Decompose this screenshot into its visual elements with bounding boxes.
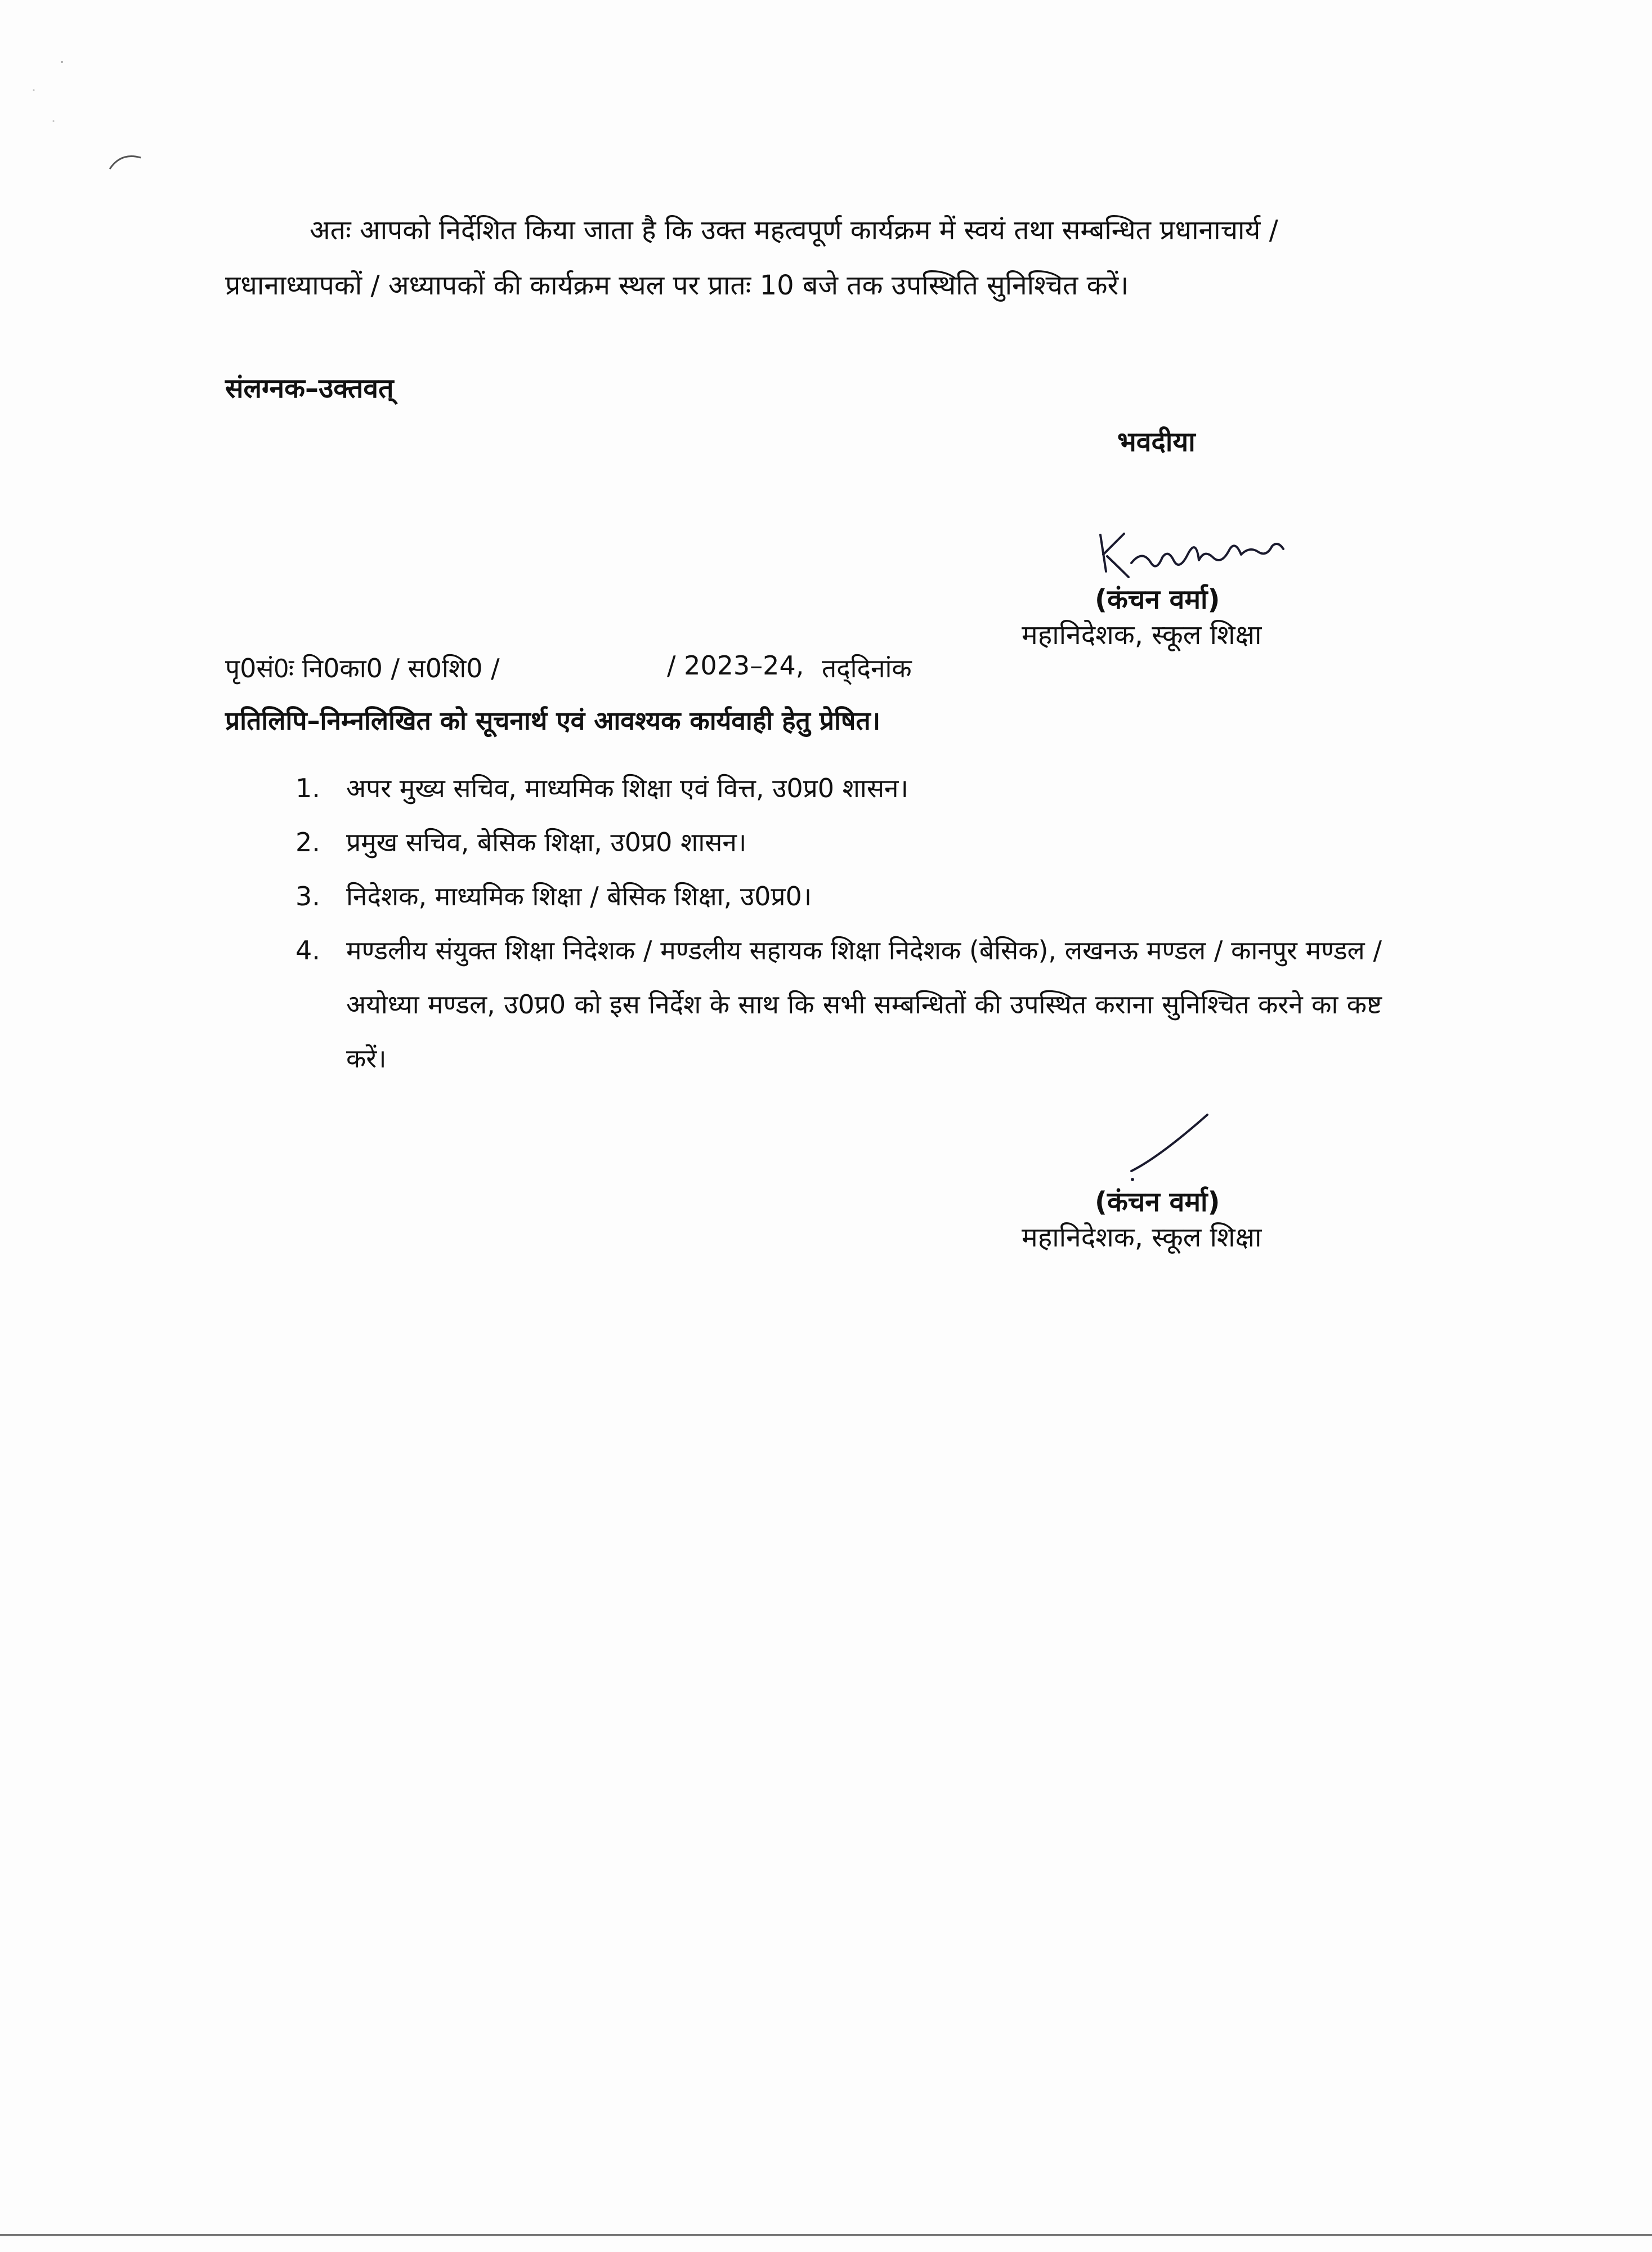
signatory-2-name: (कंचन वर्मा) bbox=[1095, 1186, 1220, 1218]
list-item-number: 1. bbox=[296, 773, 320, 803]
scan-edge-line bbox=[0, 2234, 1652, 2236]
list-item-text: प्रमुख सचिव, बेसिक शिक्षा, उ0प्र0 शासन। bbox=[346, 827, 747, 857]
copy-recipient-list bbox=[296, 761, 1382, 1085]
signatory-2-designation: महानिदेशक, स्कूल शिक्षा bbox=[1022, 1222, 1262, 1253]
list-item-text: निदेशक, माध्यमिक शिक्षा / बेसिक शिक्षा, उ0प्र0। bbox=[346, 881, 812, 911]
signatory-1-designation: महानिदेशक, स्कूल शिक्षा bbox=[1022, 619, 1262, 651]
list-item-number: 3. bbox=[296, 881, 320, 911]
signatory-1-name: (कंचन वर्मा) bbox=[1095, 584, 1220, 615]
list-item bbox=[296, 761, 1382, 815]
closing-salutation: भवदीया bbox=[1117, 426, 1196, 458]
list-item-text: मण्डलीय संयुक्त शिक्षा निदेशक / मण्डलीय सहायक शिक्षा निदेशक (बेसिक), लखनऊ मण्डल / कानपुर मण्डल / अयोध्या मण्डल, उ0प्र0 को इस निर्देश के साथ कि सभी सम्बन्धितों की उपस्थित कराना सुनिश्चित करने का कष्ट करें। bbox=[346, 935, 1382, 1074]
signature-1 bbox=[1089, 524, 1303, 586]
reference-number-suffix: / 2023–24, bbox=[667, 650, 804, 681]
enclosure-label: संलग्नक–उक्तवत् bbox=[225, 373, 394, 404]
reference-number-row bbox=[225, 650, 1013, 684]
body-paragraph bbox=[225, 203, 1373, 313]
list-item-number: 2. bbox=[296, 827, 320, 857]
reference-date: तद्‌दिनांक bbox=[822, 653, 912, 683]
list-item-number: 4. bbox=[296, 935, 320, 966]
copy-heading: प्रतिलिपि–निम्नलिखित को सूचनार्थ एवं आवश्यक कार्यवाही हेतु प्रेषित। bbox=[225, 705, 881, 736]
scan-artifact bbox=[0, 0, 225, 180]
list-item-text: अपर मुख्य सचिव, माध्यमिक शिक्षा एवं वित्त, उ0प्र0 शासन। bbox=[346, 773, 908, 803]
list-item bbox=[296, 923, 1382, 1085]
list-item bbox=[296, 815, 1382, 869]
list-item bbox=[296, 869, 1382, 923]
signature-2 bbox=[1120, 1103, 1233, 1188]
reference-number-prefix: पृ0सं0ः नि0का0 / स0शि0 / bbox=[225, 653, 500, 683]
body-paragraph-text: अतः आपको निर्देशित किया जाता है कि उक्त महत्वपूर्ण कार्यक्रम में स्वयं तथा सम्बन्धित प्रधानाचार्य / प्रधानाध्यापकों / अध्यापकों की कार्यक्रम स्थल पर प्रातः 10 बजे तक उपस्थिति सुनिश्चित करें। bbox=[225, 215, 1278, 301]
